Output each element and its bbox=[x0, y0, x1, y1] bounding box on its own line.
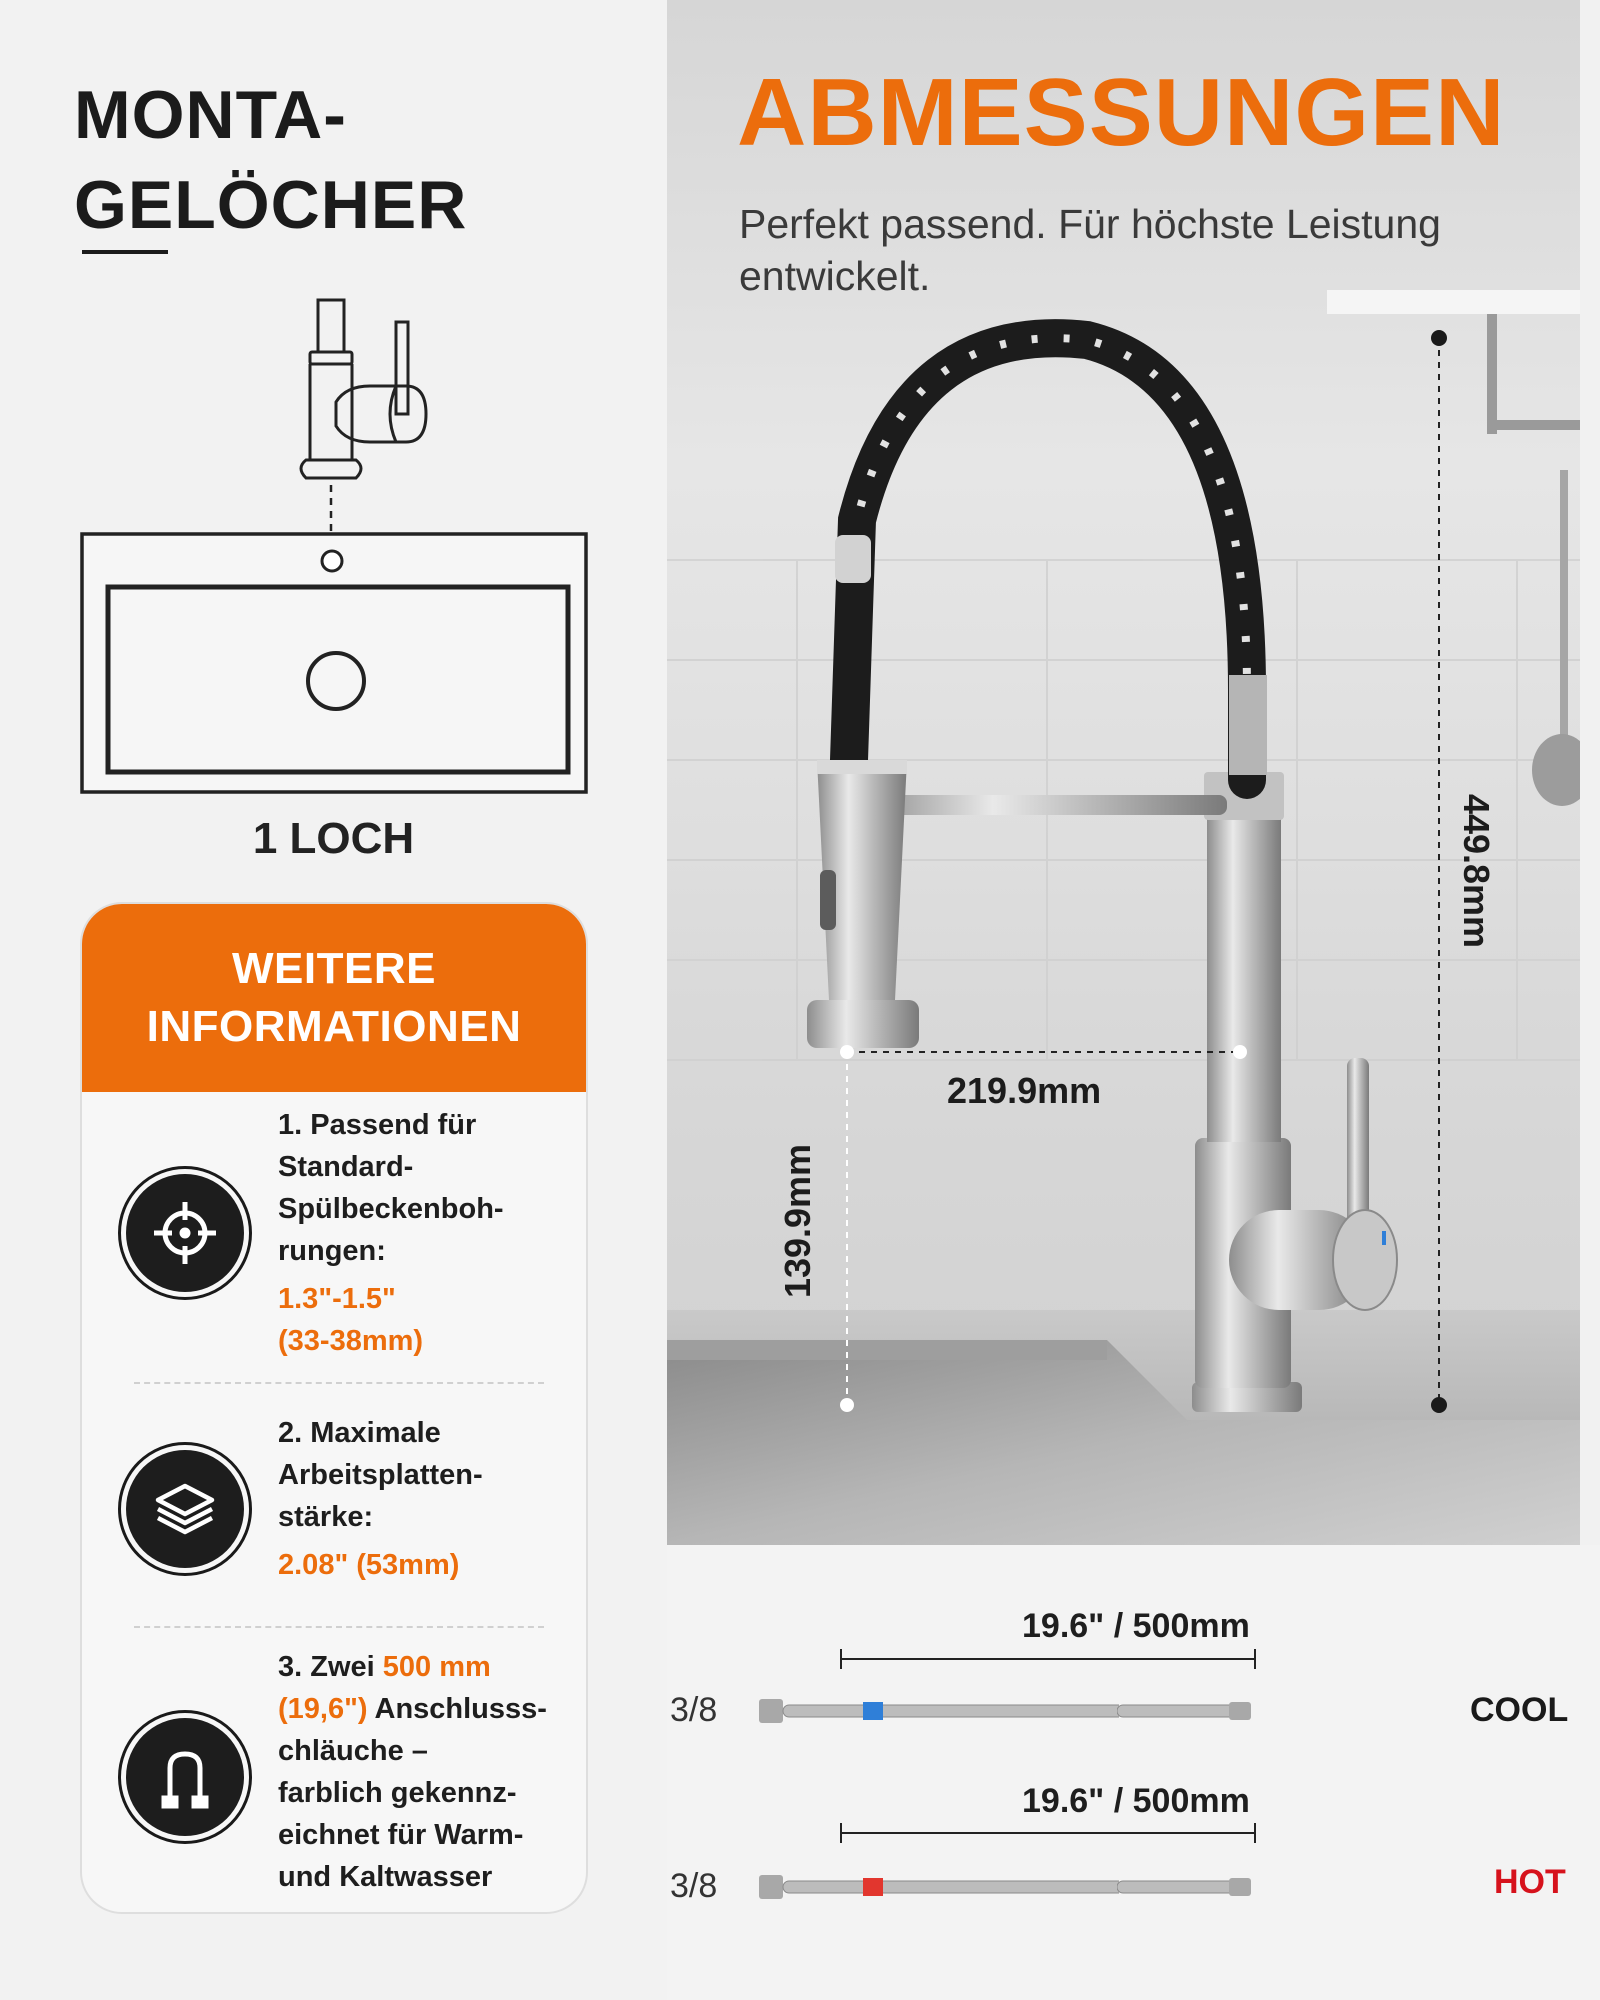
crosshair-icon bbox=[150, 1198, 220, 1268]
hot-hose-end bbox=[1117, 1871, 1267, 1903]
spout-height-dimension-label: 139.9mm bbox=[777, 1143, 819, 1299]
sink-mounting-diagram bbox=[70, 290, 600, 810]
faucet-hole bbox=[322, 551, 342, 571]
title-line-1: MONTA- bbox=[74, 77, 347, 153]
hose-length-bracket bbox=[839, 1647, 1259, 1671]
card-header bbox=[82, 904, 586, 1092]
text-line: 1. Passend für bbox=[278, 1109, 477, 1141]
dimensions-headline: ABMESSUNGEN bbox=[737, 59, 1506, 166]
card-title-line-1: WEITERE bbox=[232, 944, 436, 993]
hose-fitting-size: 3/8 bbox=[670, 1867, 718, 1905]
hole-size-inches: 1.3"-1.5" bbox=[278, 1283, 396, 1315]
swing-arm bbox=[867, 795, 1227, 815]
hose-dimensions-section bbox=[667, 1545, 1600, 2000]
countertop-outline bbox=[82, 534, 586, 792]
height-dimension-label: 449.8mm bbox=[1456, 793, 1498, 949]
hose-icon bbox=[150, 1742, 220, 1812]
crosshair-icon-badge bbox=[118, 1166, 252, 1300]
text-line: chläuche – bbox=[278, 1735, 428, 1767]
hot-color-band bbox=[863, 1878, 883, 1896]
hose-length-inches: (19,6") bbox=[278, 1693, 368, 1725]
text-line: Standard- bbox=[278, 1151, 414, 1183]
text-line: Spülbeckenboh- bbox=[278, 1193, 504, 1225]
faucet-sketch-icon bbox=[301, 300, 426, 478]
faucet-photo bbox=[667, 0, 1580, 1545]
reach-dimension-label: 219.9mm bbox=[947, 1070, 1102, 1111]
card-title-line-2: INFORMATIONEN bbox=[146, 1002, 522, 1051]
cold-water-hose bbox=[759, 1695, 1119, 1727]
text-line: stärke: bbox=[278, 1501, 374, 1533]
text-line: Arbeitsplatten- bbox=[278, 1459, 483, 1491]
info-text-counter-thickness bbox=[278, 1412, 578, 1586]
cool-tag: COOL bbox=[1470, 1691, 1569, 1729]
hanging-ladle bbox=[1532, 470, 1580, 806]
dashed-divider bbox=[134, 1626, 544, 1628]
hose-length-mm: 500 mm bbox=[382, 1651, 491, 1683]
max-thickness: 2.08" (53mm) bbox=[278, 1549, 460, 1581]
hose-icon-badge bbox=[118, 1710, 252, 1844]
dimensions-subline: Perfekt passend. Für höchste Leistung entwickelt. bbox=[739, 201, 1441, 299]
mounting-holes-title bbox=[74, 70, 467, 250]
text-line: rungen: bbox=[278, 1235, 386, 1267]
info-text-hole-size bbox=[278, 1104, 578, 1362]
hot-water-hose bbox=[759, 1871, 1119, 1903]
text-line: 2. Maximale bbox=[278, 1417, 441, 1449]
layers-icon bbox=[150, 1474, 220, 1544]
text-fragment: Anschlusss- bbox=[367, 1693, 547, 1725]
spray-collar bbox=[835, 535, 871, 583]
text-line: und Kaltwasser bbox=[278, 1861, 493, 1893]
title-line-2: GELÖCHER bbox=[74, 167, 468, 243]
text-line: eichnet für Warm- bbox=[278, 1819, 524, 1851]
hose-length-bracket bbox=[839, 1821, 1259, 1845]
layers-icon-badge bbox=[118, 1442, 252, 1576]
info-text-hoses bbox=[278, 1646, 588, 1898]
dashed-divider bbox=[134, 1382, 544, 1384]
hose-length-label: 19.6" / 500mm bbox=[1022, 1782, 1250, 1820]
more-info-card bbox=[80, 902, 588, 1914]
hose-length-label: 19.6" / 500mm bbox=[1022, 1607, 1250, 1645]
text-line: farblich gekennz- bbox=[278, 1777, 517, 1809]
hot-tag: HOT bbox=[1494, 1863, 1566, 1901]
hole-size-mm: (33-38mm) bbox=[278, 1325, 424, 1357]
text-fragment: 3. Zwei bbox=[278, 1651, 383, 1683]
cold-color-band bbox=[863, 1702, 883, 1720]
cold-hose-end bbox=[1117, 1695, 1267, 1727]
faucet-column bbox=[1207, 790, 1281, 1142]
title-underline bbox=[82, 250, 168, 254]
hose-fitting-size: 3/8 bbox=[670, 1691, 718, 1729]
mounting-holes-panel bbox=[0, 0, 667, 2000]
hole-count-label: 1 LOCH bbox=[252, 814, 415, 863]
